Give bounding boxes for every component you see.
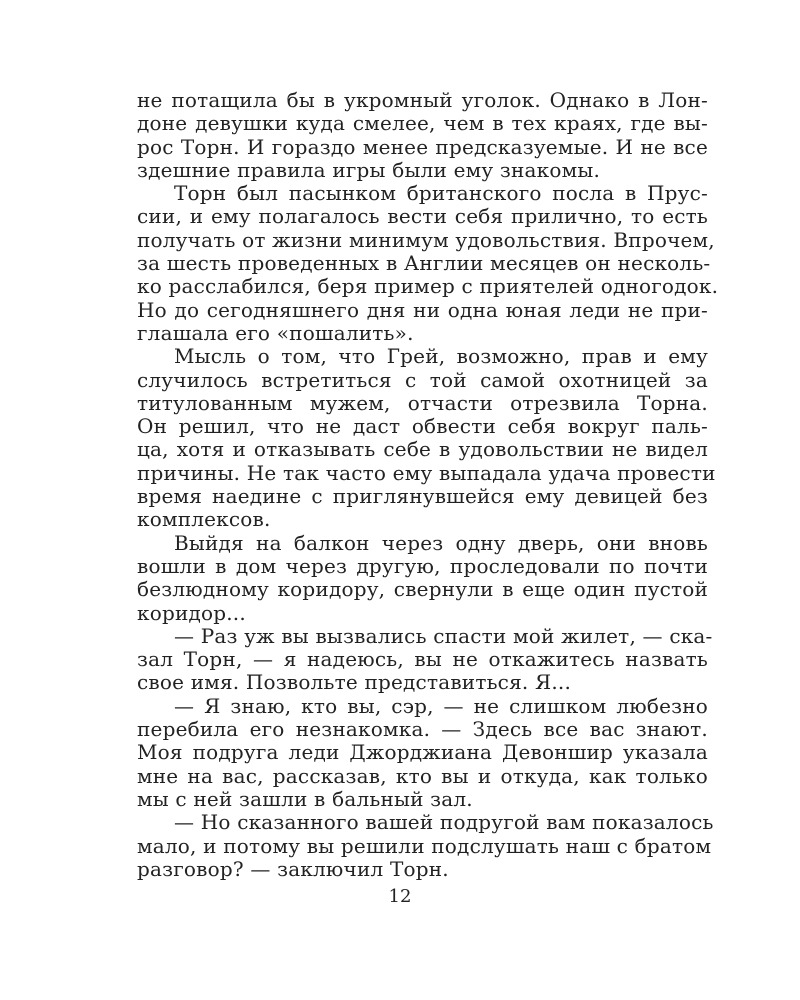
text-line: Но до сегодняшнего дня ни одна юная леди не при- bbox=[137, 297, 708, 322]
text-line: причины. Не так часто ему выпадала удача провести bbox=[137, 460, 716, 485]
text-line: рос Торн. И гораздо менее предсказуемые. И не все bbox=[137, 134, 708, 159]
text-line: — Но сказанного вашей подругой вам показалось bbox=[174, 810, 714, 835]
page-number: 12 bbox=[388, 886, 412, 907]
text-line: мы с ней зашли в бальный зал. bbox=[137, 786, 473, 811]
text-line: мне на вас, рассказав, кто вы и откуда, как только bbox=[137, 763, 708, 788]
text-line: глашала его «пошалить». bbox=[137, 320, 414, 345]
text-line: ца, хотя и отказывать себе в удовольствии не видел bbox=[137, 437, 708, 462]
text-line: не потащила бы в укромный уголок. Однако в Лон- bbox=[137, 88, 708, 112]
text-line: коридор... bbox=[137, 600, 246, 625]
text-line: Моя подруга леди Джорджиана Девоншир указала bbox=[137, 740, 708, 765]
text-line: здешние правила игры были ему знакомы. bbox=[137, 157, 601, 182]
text-line: время наедине с приглянувшейся ему девицей без bbox=[137, 484, 708, 509]
text-line: Мысль о том, что Грей, возможно, прав и ему bbox=[174, 344, 708, 369]
text-line: свое имя. Позвольте представиться. Я... bbox=[137, 670, 572, 695]
body-text bbox=[137, 88, 719, 881]
text-line: разговор? — заключил Торн. bbox=[137, 856, 449, 881]
text-line: вошли в дом через другую, проследовали по почти bbox=[137, 553, 708, 578]
text-line: доне девушки куда смелее, чем в тех краях, где вы- bbox=[137, 111, 708, 136]
text-line: получать от жизни минимум удовольствия. Впрочем, bbox=[137, 227, 715, 252]
text-line: Торн был пасынком британского посла в Прус- bbox=[174, 181, 708, 206]
text-line: Выйдя на балкон через одну дверь, они вновь bbox=[174, 530, 708, 555]
text-line: сии, и ему полагалось вести себя прилично, то есть bbox=[137, 204, 708, 229]
text-line: титулованным мужем, отчасти отрезвила Торна. bbox=[137, 390, 708, 415]
text-line: — Раз уж вы вызвались спасти мой жилет, — ска- bbox=[174, 623, 713, 648]
text-line: — Я знаю, кто вы, сэр, — не слишком любезно bbox=[174, 693, 708, 718]
text-line: за шесть проведенных в Англии месяцев он несколь- bbox=[137, 251, 711, 276]
text-line: ко расслабился, беря пример с приятелей одногодок. bbox=[137, 274, 719, 299]
text-line: мало, и потому вы решили подслушать наш с братом bbox=[137, 833, 712, 858]
text-line: Он решил, что не даст обвести себя вокруг паль- bbox=[137, 414, 708, 439]
text-line: перебила его незнакомка. — Здесь все вас знают. bbox=[137, 717, 708, 742]
text-line: случилось встретиться с той самой охотницей за bbox=[137, 367, 708, 392]
text-line: зал Торн, — я надеюсь, вы не откажитесь назвать bbox=[137, 647, 708, 672]
text-line: безлюдному коридору, свернули в еще один пустой bbox=[137, 577, 708, 602]
text-line: комплексов. bbox=[137, 507, 271, 532]
